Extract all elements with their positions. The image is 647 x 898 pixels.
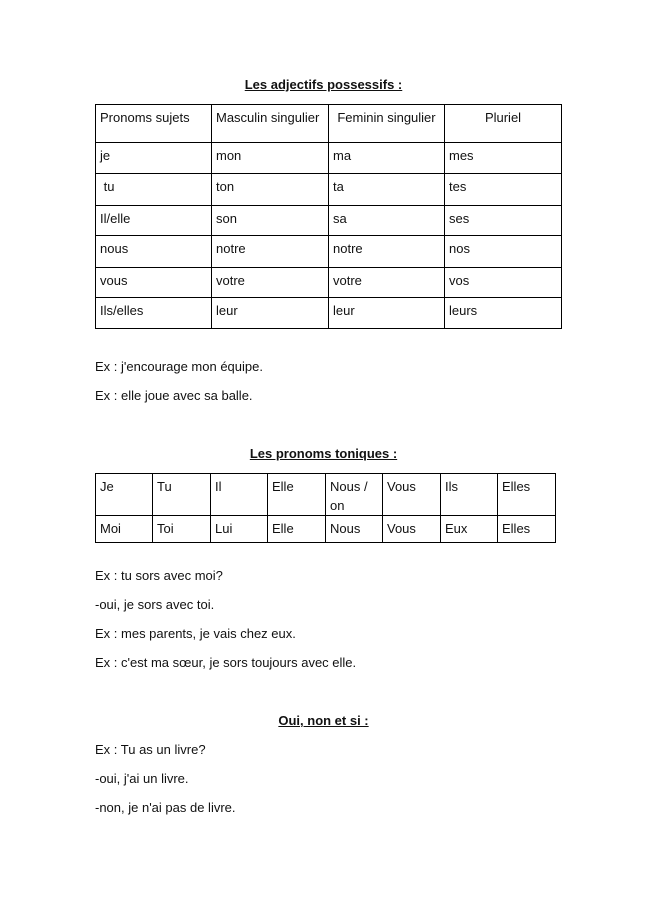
table-cell: leur [212, 298, 329, 329]
table-cell: Moi [96, 516, 153, 543]
table-cell: Toi [153, 516, 211, 543]
tonic-pronouns-table [95, 473, 556, 543]
table-cell: son [212, 206, 329, 236]
table-row [96, 298, 562, 329]
table-cell: Ils [441, 474, 498, 516]
table-cell: leurs [445, 298, 562, 329]
example-line: -non, je n'ai pas de livre. [95, 800, 236, 815]
table-cell: nous [96, 236, 212, 268]
table-cell: notre [329, 236, 445, 268]
table-cell: ta [329, 174, 445, 206]
table-row [96, 206, 562, 236]
example-line: -oui, j'ai un livre. [95, 771, 189, 786]
table-cell: notre [212, 236, 329, 268]
table-cell: vos [445, 268, 562, 298]
table-cell: Lui [211, 516, 268, 543]
table-cell: sa [329, 206, 445, 236]
table-row [96, 236, 562, 268]
table-row [96, 174, 562, 206]
table-row [96, 268, 562, 298]
table-cell: je [96, 143, 212, 174]
table-cell: Nous [326, 516, 383, 543]
table-cell: Elle [268, 474, 326, 516]
table-cell: ton [212, 174, 329, 206]
table-cell: ses [445, 206, 562, 236]
table-cell: Elle [268, 516, 326, 543]
possessive-adjectives-table [95, 104, 562, 329]
table-cell: nos [445, 236, 562, 268]
table-cell: Il [211, 474, 268, 516]
table-cell: Vous [383, 474, 441, 516]
table-header-row [96, 105, 562, 143]
table-cell: mes [445, 143, 562, 174]
example-line: -oui, je sors avec toi. [95, 597, 215, 612]
table-cell: tu [96, 174, 212, 206]
table-cell: Nous / on [326, 474, 383, 516]
example-line: Ex : Tu as un livre? [95, 742, 206, 757]
table-cell: leur [329, 298, 445, 329]
table-row [96, 516, 556, 543]
table-cell: tes [445, 174, 562, 206]
table-cell: ma [329, 143, 445, 174]
table-row [96, 474, 556, 516]
header-cell: Pluriel [445, 105, 562, 143]
header-cell: Feminin singulier [329, 105, 445, 143]
example-line: Ex : j'encourage mon équipe. [95, 359, 263, 374]
heading-oui-non-si: Oui, non et si : [278, 713, 369, 728]
table-cell: vous [96, 268, 212, 298]
table-cell: Eux [441, 516, 498, 543]
table-cell: Elles [498, 516, 556, 543]
header-cell: Masculin singulier [212, 105, 329, 143]
heading-tonic-pronouns: Les pronoms toniques : [249, 446, 398, 461]
example-line: Ex : c'est ma sœur, je sors toujours avec elle. [95, 655, 357, 670]
table-cell: Ils/elles [96, 298, 212, 329]
table-cell: Tu [153, 474, 211, 516]
heading-possessive-adjectives: Les adjectifs possessifs : [244, 77, 403, 92]
example-line: Ex : mes parents, je vais chez eux. [95, 626, 296, 641]
table-cell: Elles [498, 474, 556, 516]
table-cell: Il/elle [96, 206, 212, 236]
table-cell: Vous [383, 516, 441, 543]
table-cell: votre [329, 268, 445, 298]
header-cell: Pronoms sujets [96, 105, 212, 143]
table-cell: mon [212, 143, 329, 174]
table-cell: Je [96, 474, 153, 516]
table-row [96, 143, 562, 174]
example-line: Ex : elle joue avec sa balle. [95, 388, 253, 403]
example-line: Ex : tu sors avec moi? [95, 568, 223, 583]
table-cell: votre [212, 268, 329, 298]
